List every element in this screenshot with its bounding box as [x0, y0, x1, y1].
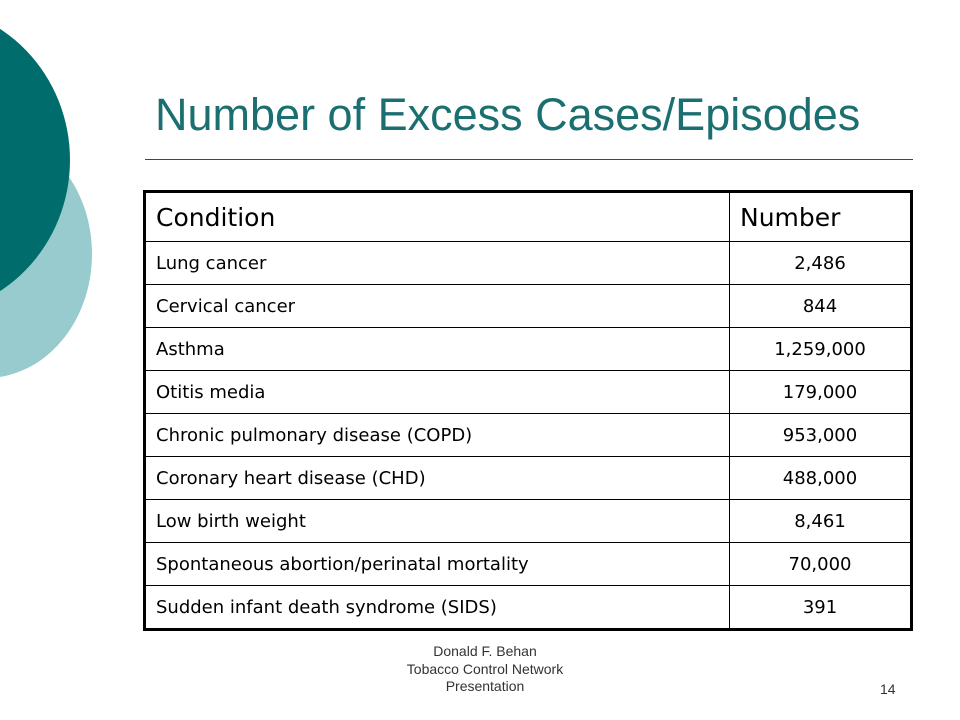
table-row — [145, 414, 912, 457]
condition-cell: Low birth weight — [145, 500, 730, 543]
condition-cell: Lung cancer — [145, 242, 730, 285]
footer-organization: Tobacco Control Network — [406, 660, 564, 677]
number-cell: 391 — [730, 586, 912, 630]
condition-cell: Coronary heart disease (CHD) — [145, 457, 730, 500]
number-cell: 8,461 — [730, 500, 912, 543]
condition-cell: Chronic pulmonary disease (COPD) — [145, 414, 730, 457]
title-divider — [145, 159, 913, 160]
number-cell: 2,486 — [730, 242, 912, 285]
number-cell: 70,000 — [730, 543, 912, 586]
footer-label: Presentation — [445, 678, 525, 694]
number-cell: 179,000 — [730, 371, 912, 414]
condition-cell: Cervical cancer — [145, 285, 730, 328]
number-cell: 1,259,000 — [730, 328, 912, 371]
table-row — [145, 586, 912, 630]
table-row — [145, 543, 912, 586]
cases-table — [143, 190, 913, 631]
condition-cell: Otitis media — [145, 371, 730, 414]
column-header-condition: Condition — [145, 192, 730, 242]
slide-footer — [370, 643, 600, 696]
page-number: 14 — [880, 681, 896, 697]
table-row — [145, 242, 912, 285]
table-row — [145, 285, 912, 328]
condition-cell: Asthma — [145, 328, 730, 371]
table-header-row — [145, 192, 912, 242]
condition-cell: Sudden infant death syndrome (SIDS) — [145, 586, 730, 630]
table-row — [145, 457, 912, 500]
slide-title: Number of Excess Cases/Episodes — [155, 89, 861, 140]
table-row — [145, 500, 912, 543]
column-header-number: Number — [730, 192, 912, 242]
number-cell: 953,000 — [730, 414, 912, 457]
number-cell: 488,000 — [730, 457, 912, 500]
condition-cell: Spontaneous abortion/perinatal mortality — [145, 543, 730, 586]
footer-author: Donald F. Behan — [433, 643, 537, 659]
table-row — [145, 371, 912, 414]
table-row — [145, 328, 912, 371]
number-cell: 844 — [730, 285, 912, 328]
